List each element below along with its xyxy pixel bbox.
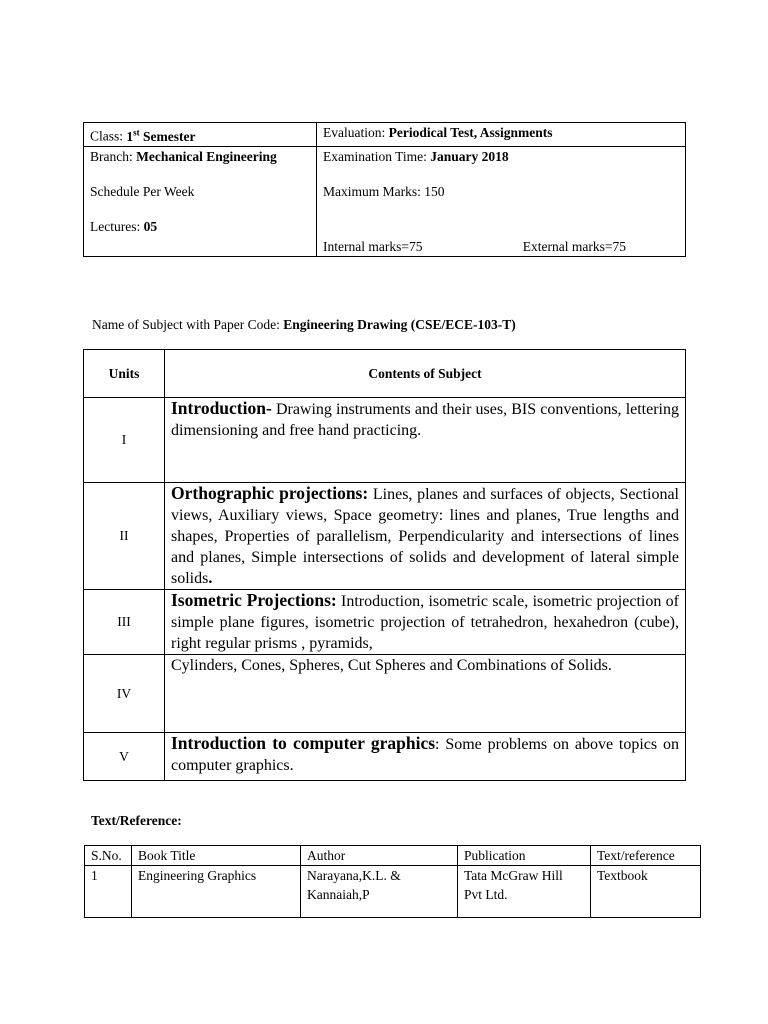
- publication-cell: Tata McGraw Hill Pvt Ltd.: [458, 866, 591, 918]
- unit-tail: .: [208, 570, 213, 587]
- unit-number: I: [84, 398, 165, 483]
- unit-title: Isometric Projections:: [171, 590, 337, 610]
- class-cell: [84, 123, 317, 147]
- max-marks-text: Maximum Marks: 150: [323, 183, 445, 199]
- contents-header: Contents of Subject: [165, 350, 686, 398]
- unit-text: Drawing instruments and their uses, BIS conventions, lettering dimensioning and free hand practicing.: [171, 401, 679, 439]
- subject-line: [92, 317, 516, 333]
- branch-label: Branch:: [90, 148, 137, 164]
- table-row: [85, 866, 701, 918]
- exam-time-label: Examination Time:: [323, 148, 431, 164]
- lectures-value: 05: [143, 218, 158, 234]
- evaluation-label: Evaluation:: [323, 125, 389, 140]
- unit-content: [165, 398, 686, 483]
- publication-header: Publication: [458, 846, 591, 866]
- type-cell: Textbook: [591, 866, 701, 918]
- contents-table: [83, 349, 686, 781]
- class-number: 1: [126, 128, 134, 144]
- subject-name: Engineering Drawing: [283, 317, 408, 332]
- evaluation-value: Periodical Test, Assignments: [388, 125, 553, 140]
- sno-header: S.No.: [85, 846, 132, 866]
- text-reference-header: Text/reference: [591, 846, 701, 866]
- course-info-table: [83, 122, 686, 257]
- unit-number: II: [84, 483, 165, 590]
- subject-code: (CSE/ECE-103-T): [410, 317, 516, 332]
- class-value: Semester: [139, 128, 196, 144]
- table-row: [84, 590, 686, 655]
- unit-text: Lines, planes and surfaces of objects, Sectional views, Auxiliary views, Space geometry: lines and planes, True lengths and shapes, Properties of parallelism, Perpendicularity and intersections of lines and planes, Simple intersections of solids and development of lateral simple solids: [171, 486, 679, 587]
- branch-value: Mechanical Engineering: [136, 148, 277, 164]
- unit-content: [165, 590, 686, 655]
- unit-text: : Some problems on above topics on computer graphics.: [171, 736, 679, 774]
- unit-text: Introduction, isometric scale, isometric projection of simple plane figures, isometric projection of tetrahedron, hexahedron (cube), right regular prisms , pyramids,: [171, 593, 679, 652]
- table-row: [84, 733, 686, 781]
- schedule-text: Schedule Per Week: [90, 183, 195, 199]
- external-marks: External marks=75: [522, 238, 626, 254]
- table-row: [84, 483, 686, 590]
- exam-cell: [317, 146, 686, 256]
- evaluation-cell: [317, 123, 686, 147]
- unit-number: III: [84, 590, 165, 655]
- author-header: Author: [301, 846, 458, 866]
- subject-label: Name of Subject with Paper Code:: [92, 317, 284, 332]
- units-header: Units: [84, 350, 165, 398]
- reference-heading: Text/Reference:: [91, 813, 182, 828]
- sno-cell: 1: [85, 866, 132, 918]
- unit-title: Introduction to computer graphics: [171, 733, 436, 753]
- class-label: Class:: [90, 128, 127, 144]
- author-cell: Narayana,K.L. & Kannaiah,P: [301, 866, 458, 918]
- unit-content: [165, 483, 686, 590]
- reference-header-row: [85, 846, 701, 866]
- unit-title: Introduction-: [171, 398, 272, 418]
- book-title-header: Book Title: [132, 846, 301, 866]
- table-row: [84, 398, 686, 483]
- unit-text: Cylinders, Cones, Spheres, Cut Spheres and Combinations of Solids.: [171, 657, 612, 674]
- table-row: [84, 655, 686, 733]
- lectures-label: Lectures:: [90, 218, 144, 234]
- branch-cell: [84, 146, 317, 256]
- internal-marks: Internal marks=75: [323, 238, 423, 254]
- exam-time-value: January 2018: [430, 148, 509, 164]
- unit-content: [165, 655, 686, 733]
- class-ordinal: st: [133, 127, 140, 137]
- unit-number: IV: [84, 655, 165, 733]
- unit-number: V: [84, 733, 165, 781]
- reference-table: [84, 845, 701, 918]
- book-title-cell: Engineering Graphics: [132, 866, 301, 918]
- unit-title: Orthographic projections:: [171, 483, 369, 503]
- unit-content: [165, 733, 686, 781]
